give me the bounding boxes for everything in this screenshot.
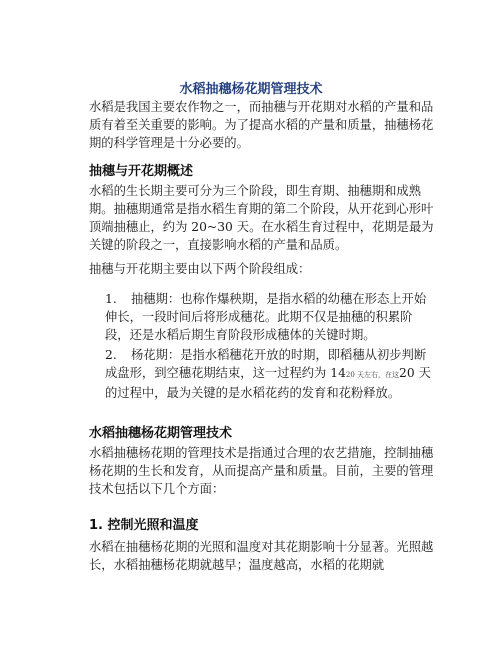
document-title: 水稻抽穗杨花期管理技术 [179, 82, 323, 97]
section1-paragraph-2: 抽穗与开花期主要由以下两个阶段组成： [89, 262, 311, 276]
list-item-text-b: 20 天的过程中，最为关键的是水稻花药的发育和花粉释放。 [105, 366, 431, 400]
section2-heading: 水稻抽穗杨花期管理技术 [89, 426, 233, 441]
section1-paragraph-1: 水稻的生长期主要可分为三个阶段，即生育期、抽穗期和成熟期。抽穗期通常是指水稻生育期的第二个阶段，从开花到心形叶顶端抽穗止，约为 20~30 天。在水稻生育过程中，花期是最为关键的阶段之一，直接影响水稻的产量和品质。 [89, 184, 434, 252]
list-item [105, 290, 435, 344]
list-item-text-a: 杨花期：是指水稻穗花开放的时期，即稻穗从初步判断成盘形，到空穗花期结束，这一过程约为 14 [105, 348, 427, 380]
intro-text: 水稻是我国主要农作物之一，而抽穗与开花期对水稻的产量和品质有着至关重要的影响。为了提高水稻的产量和质量，抽穗杨花期的科学管理是十分必要的。 [89, 100, 434, 150]
list-item [105, 346, 435, 402]
section1-heading: 抽穗与开花期概述 [89, 164, 194, 179]
section2-paragraph-1: 水稻抽穗杨花期的管理技术是指通过合理的农艺措施，控制抽穗杨花期的生长和发育，从而提高产量和质量。目前，主要的管理技术包括以下几个方面： [89, 446, 434, 496]
subsection1-paragraph-1: 水稻在抽穗杨花期的光照和温度对其花期影响十分显著。光照越长，水稻抽穗杨花期就越早；温度越高，水稻的花期就 [89, 540, 434, 572]
intro-paragraph [89, 98, 441, 152]
list-item-small-text: 20 天左右，在这 [345, 371, 400, 379]
list-item-text: 抽穗期：也称作爆秧期，是指水稻的幼穗在形态上开始伸长，一段时间后将形成穗花。此期不仅是抽穗的积累阶段，还是水稻后期生育阶段形成穗体的关键时期。 [105, 292, 427, 342]
list-item-number: 1. [105, 292, 117, 306]
subsection1-heading: 1. 控制光照和温度 [89, 518, 199, 533]
list-item-number: 2. [105, 348, 117, 362]
